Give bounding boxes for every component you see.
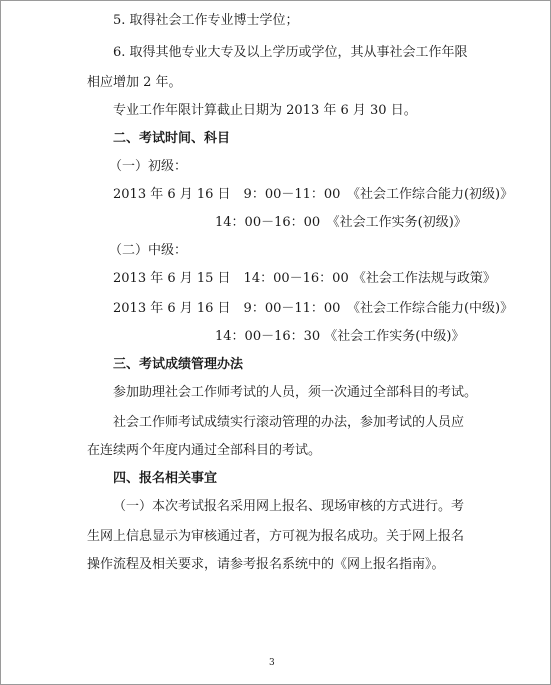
subsection-heading: （一）初级： xyxy=(109,159,188,174)
paragraph-line: 在连续两个年度内通过全部科目的考试。 xyxy=(87,443,322,458)
paragraph-line: 参加助理社会工作师考试的人员，须一次通过全部科目的考试。 xyxy=(113,385,478,400)
schedule-line: 2013 年 6 月 16 日 9：00－11：00 《社会工作综合能力(中级)》 xyxy=(113,301,514,316)
paragraph-line: 社会工作师考试成绩实行滚动管理的办法，参加考试的人员应 xyxy=(113,415,465,430)
text-line: 5. 取得社会工作专业博士学位； xyxy=(113,13,299,28)
paragraph-line: （一）本次考试报名采用网上报名、现场审核的方式进行。考 xyxy=(113,499,465,514)
paragraph-line: 操作流程及相关要求，请参考报名系统中的《网上报名指南》。 xyxy=(87,557,445,572)
schedule-line: 14：00－16：30 《社会工作实务(中级)》 xyxy=(215,329,465,344)
schedule-line: 2013 年 6 月 16 日 9：00－11：00 《社会工作综合能力(初级)》 xyxy=(113,187,514,202)
schedule-line: 2013 年 6 月 15 日 14：00－16：00 《社会工作法规与政策》 xyxy=(113,271,496,286)
section-heading: 二、考试时间、科目 xyxy=(113,131,231,146)
section-heading: 三、考试成绩管理办法 xyxy=(113,357,244,372)
text-line: 6. 取得其他专业大专及以上学历或学位，其从事社会工作年限 xyxy=(113,45,468,60)
section-heading: 四、报名相关事宜 xyxy=(113,471,218,486)
page-number: 3 xyxy=(269,658,275,668)
paragraph-line: 生网上信息显示为审核通过者，方可视为报名成功。关于网上报名 xyxy=(87,529,465,544)
subsection-heading: （二）中级： xyxy=(109,243,188,258)
text-line: 专业工作年限计算截止日期为 2013 年 6 月 30 日。 xyxy=(113,103,417,118)
text-line: 相应增加 2 年。 xyxy=(87,75,182,90)
schedule-line: 14：00－16：00 《社会工作实务(初级)》 xyxy=(215,215,467,230)
